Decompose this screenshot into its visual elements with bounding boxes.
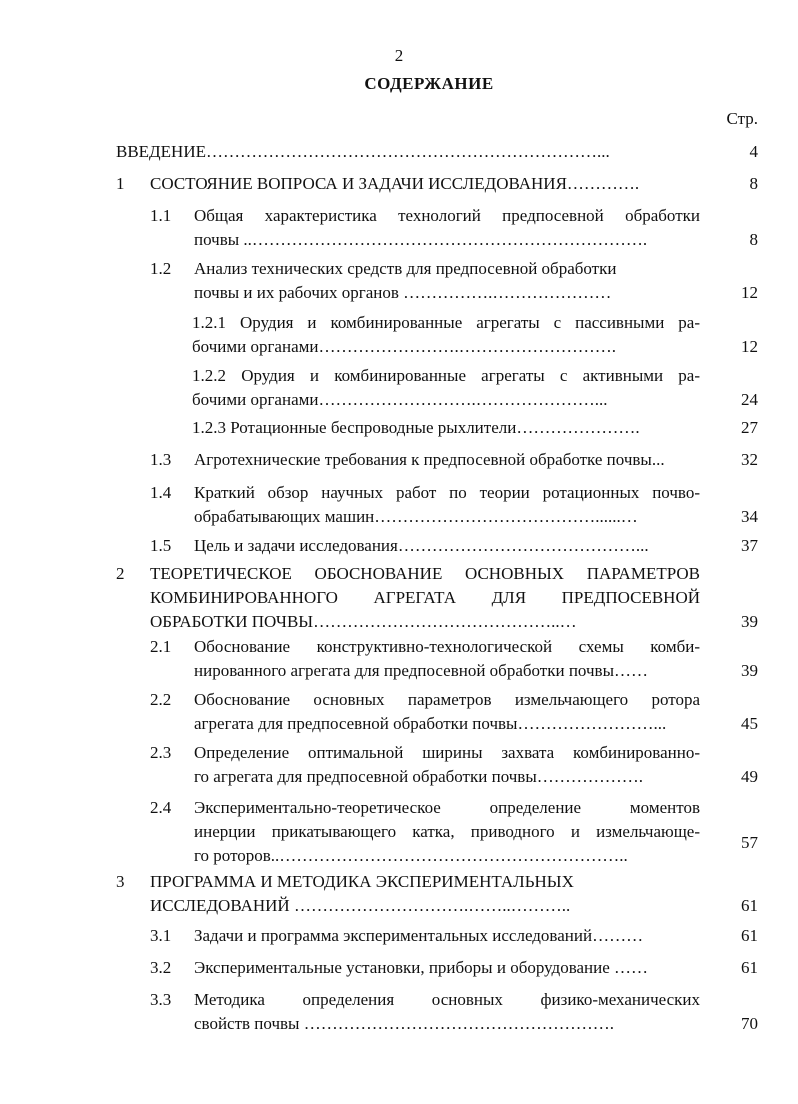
toc-entry-page: 57: [741, 833, 758, 852]
toc-entry-title: [194, 688, 700, 736]
toc-entry-title: [194, 988, 700, 1036]
toc-entry-number: 3.2: [150, 958, 172, 977]
toc-entry-number: 1.2: [150, 259, 172, 278]
toc-entry-number: 1.3: [150, 450, 172, 469]
toc-entry-number: 2.2: [150, 690, 172, 709]
toc-entry-title: [194, 448, 700, 472]
toc-entry-line: ВВЕДЕНИЕ……………………………………………………………...: [116, 142, 610, 161]
toc-entry-page: 45: [741, 714, 758, 733]
toc-entry-line: Цель и задачи исследования……………………………………...: [194, 536, 649, 555]
toc-entry-number: 1: [116, 174, 125, 193]
toc-entry-title: [194, 741, 700, 789]
toc-entry-number: 1.5: [150, 536, 172, 555]
toc-entry-line: 1.2.1 Орудия и комбинированные агрегаты с пассивными ра-: [192, 313, 700, 332]
toc-entry-line: ПРОГРАММА И МЕТОДИКА ЭКСПЕРИМЕНТАЛЬНЫХ: [150, 872, 574, 891]
toc-entry-line: бочими органами…………………….……………………….: [192, 337, 616, 356]
toc-entry-title: [194, 635, 700, 683]
toc-entry-line: Задачи и программа экспериментальных исследований………: [194, 926, 644, 945]
toc-entry-page: 49: [741, 767, 758, 786]
toc-entry-title: [194, 481, 700, 529]
toc-entry-line: Экспериментальные установки, приборы и оборудование ……: [194, 958, 649, 977]
toc-entry-line: Методика определения основных физико-механических: [194, 990, 700, 1009]
toc-entry-page: 27: [741, 418, 758, 437]
toc-entry-line: го роторов..……………………………………………………..: [194, 846, 628, 865]
toc-entry-page: 39: [741, 612, 758, 631]
toc-entry-line: агрегата для предпосевной обработки почвы……………………...: [194, 714, 667, 733]
toc-entry-line: нированного агрегата для предпосевной обработки почвы……: [194, 661, 648, 680]
toc-entry-line: Экспериментально-теоретическое определение моментов: [194, 798, 700, 817]
toc-entry-page: 32: [741, 450, 758, 469]
toc-entry-number: 2: [116, 564, 125, 583]
toc-entry-line: Анализ технических средств для предпосевной обработки: [194, 259, 617, 278]
toc-entry-title: [150, 562, 700, 634]
toc-entry-page: 4: [749, 142, 758, 161]
toc-entry-line: ОБРАБОТКИ ПОЧВЫ……………………………………..…: [150, 612, 577, 631]
toc-entry-title: [194, 257, 700, 305]
toc-entry-number: 3: [116, 872, 125, 891]
toc-entry-number: 1.4: [150, 483, 172, 502]
toc-entry-title: [194, 924, 700, 948]
toc-entry-title: [194, 796, 700, 868]
toc-entry-line: ТЕОРЕТИЧЕСКОЕ ОБОСНОВАНИЕ ОСНОВНЫХ ПАРАМЕТРОВ: [150, 564, 700, 583]
toc-entry-number: 2.3: [150, 743, 172, 762]
toc-entry-line: Агротехнические требования к предпосевной обработке почвы...: [194, 450, 665, 469]
toc-entry-line: почвы и их рабочих органов …………….…………………: [194, 283, 612, 302]
page-column-label: Стр.: [726, 109, 758, 128]
toc-entry-number: 1.1: [150, 206, 172, 225]
toc-entry-page: 34: [741, 507, 758, 526]
toc-entry-page: 37: [741, 536, 758, 555]
toc-entry-line: бочими органами……………………….…………………...: [192, 390, 608, 409]
page-title: СОДЕРЖАНИЕ: [364, 74, 494, 93]
toc-entry-page: 12: [741, 337, 758, 356]
toc-entry-line: Обоснование конструктивно-технологической схемы комби-: [194, 637, 700, 656]
toc-entry-page: 8: [749, 174, 758, 193]
toc-entry-line: Краткий обзор научных работ по теории ротационных почво-: [194, 483, 700, 502]
page-number: 2: [394, 46, 404, 65]
toc-entry-line: СОСТОЯНИЕ ВОПРОСА И ЗАДАЧИ ИССЛЕДОВАНИЯ………….: [150, 174, 640, 193]
toc-entry-page: 61: [741, 926, 758, 945]
toc-entry-title: [150, 870, 700, 918]
toc-entry-number: 3.1: [150, 926, 172, 945]
toc-entry-page: 61: [741, 958, 758, 977]
toc-entry-line: Обоснование основных параметров измельчающего ротора: [194, 690, 700, 709]
toc-entry-line: КОМБИНИРОВАННОГО АГРЕГАТА ДЛЯ ПРЕДПОСЕВНОЙ: [150, 588, 700, 607]
toc-entry-line: 1.2.2 Орудия и комбинированные агрегаты с активными ра-: [192, 366, 700, 385]
toc-entry-line: инерции прикатывающего катка, приводного и измельчающе-: [194, 822, 700, 841]
toc-entry-number: 2.4: [150, 798, 172, 817]
toc-entry-title: [194, 204, 700, 252]
toc-entry-page: 8: [749, 230, 758, 249]
toc-entry-title: [192, 364, 700, 412]
toc-entry-title: [194, 956, 700, 980]
toc-entry-line: Общая характеристика технологий предпосевной обработки: [194, 206, 700, 225]
toc-entry-title: [150, 172, 700, 196]
toc-entry-page: 70: [741, 1014, 758, 1033]
toc-entry-title: [192, 311, 700, 359]
toc-entry-page: 39: [741, 661, 758, 680]
toc-entry-title: [194, 534, 700, 558]
toc-entry-number: 2.1: [150, 637, 172, 656]
toc-entry-title: [116, 140, 700, 164]
toc-entry-line: 1.2.3 Ротационные беспроводные рыхлители………………….: [192, 418, 640, 437]
toc-entry-line: го агрегата для предпосевной обработки почвы……………….: [194, 767, 643, 786]
toc-entry-page: 61: [741, 896, 758, 915]
toc-entry-number: 3.3: [150, 990, 172, 1009]
toc-entry-page: 24: [741, 390, 758, 409]
toc-entry-page: 12: [741, 283, 758, 302]
toc-entry-line: обрабатывающих машин…………………………………......…: [194, 507, 638, 526]
toc-entry-line: ИССЛЕДОВАНИЙ ………………………….……..………..: [150, 896, 571, 915]
toc-entry-line: свойств почвы ……………………………………………….: [194, 1014, 614, 1033]
toc-entry-line: почвы ..…………………………………………………………….: [194, 230, 648, 249]
toc-entry-title: [192, 416, 700, 440]
toc-entry-line: Определение оптимальной ширины захвата комбинированно-: [194, 743, 700, 762]
